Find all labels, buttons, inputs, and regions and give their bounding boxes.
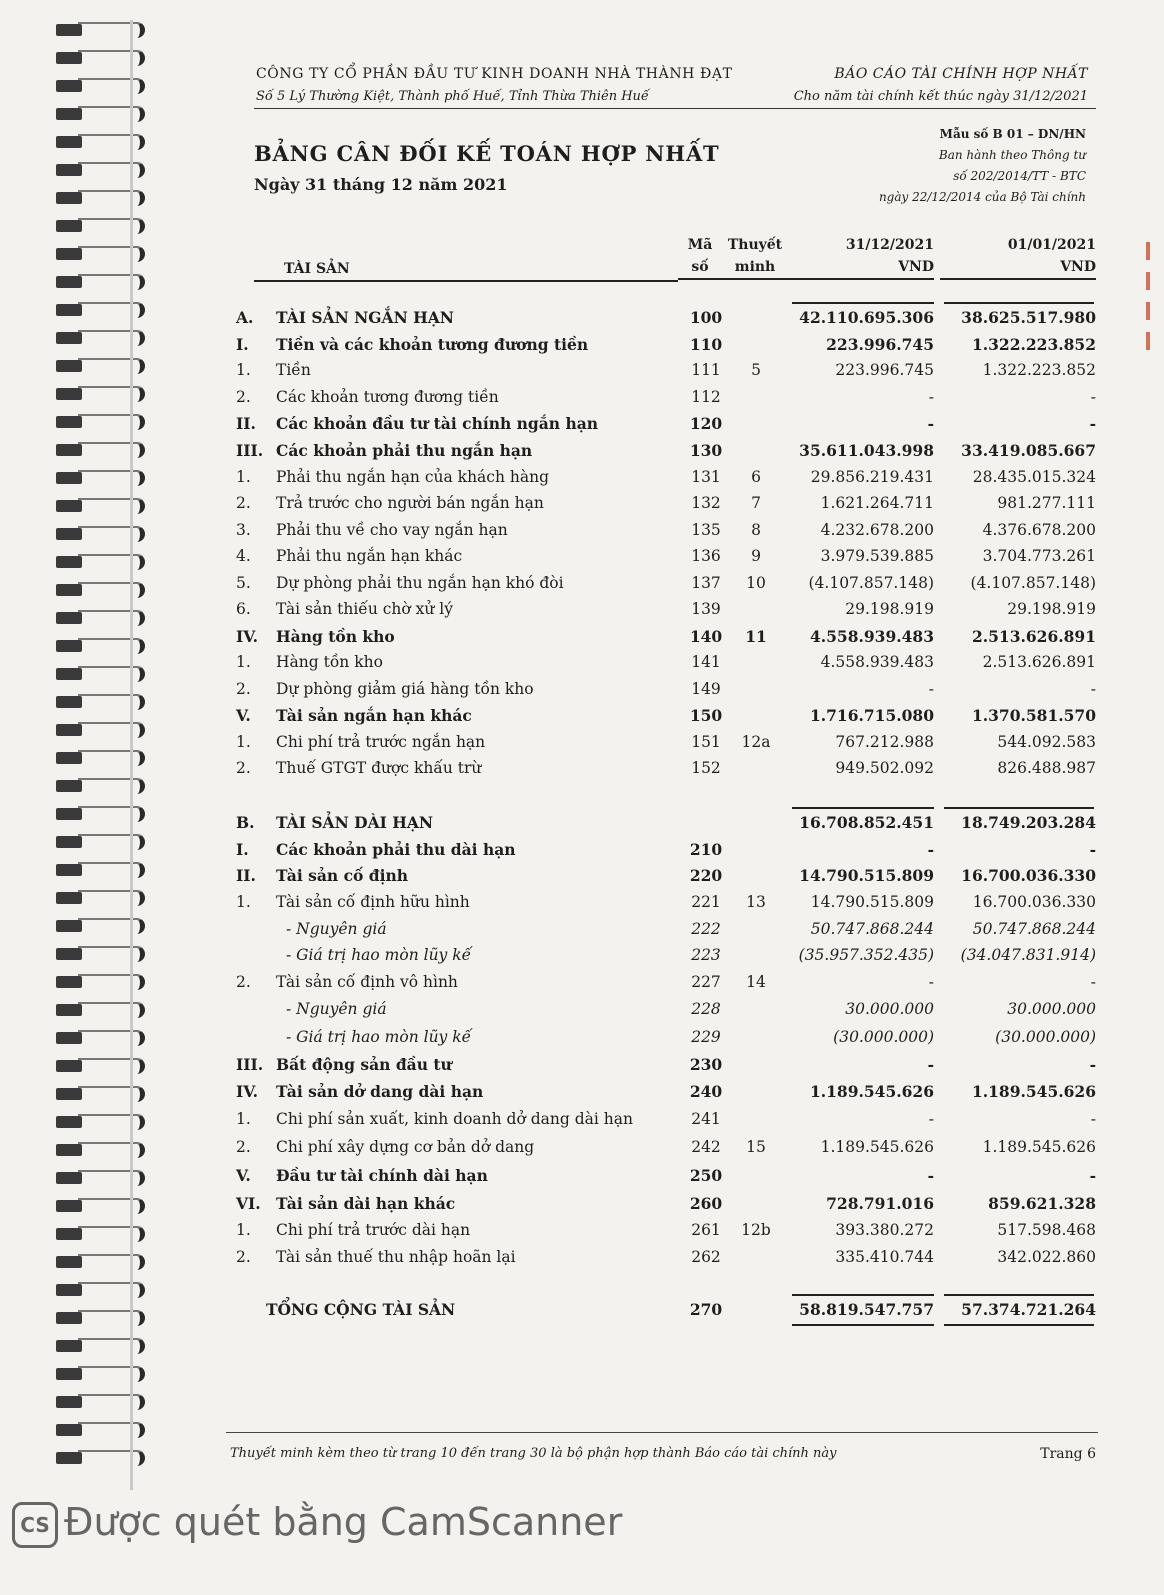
column-header-date-1: 31/12/2021 [845,237,934,253]
value-2021-12-31: - [927,840,934,859]
row-code: 139 [691,600,721,618]
row-number: 4. [236,547,251,565]
row-code: 222 [691,920,721,938]
row-note: 13 [746,893,766,911]
value-2021-12-31: 4.232.678.200 [820,521,934,539]
value-2021-01-01: - [1090,388,1096,406]
table-row [0,1221,1164,1245]
table-row [0,866,1164,890]
value-2021-01-01: 1.322.223.852 [971,335,1096,354]
row-label: Tài sản ngắn hạn khác [276,706,472,725]
row-label: Tài sản dở dang dài hạn [276,1082,484,1101]
row-label: Các khoản tương đương tiền [276,388,499,406]
value-2021-12-31: 728.791.016 [826,1194,934,1213]
value-2021-12-31: 58.819.547.757 [799,1300,934,1319]
form-line-3: ngày 22/12/2014 của Bộ Tài chính [878,190,1086,204]
row-code: 250 [689,1166,723,1185]
column-header-unit-1: VND [898,259,934,275]
row-note: 7 [751,494,761,512]
row-label: Tài sản thiếu chờ xử lý [276,600,454,618]
row-label: Hàng tồn kho [276,653,383,671]
row-number: 1. [236,1221,251,1239]
page-title: BẢNG CÂN ĐỐI KẾ TOÁN HỢP NHẤT [254,141,720,166]
column-header-unit-2: VND [1060,259,1096,275]
value-2021-12-31: 42.110.695.306 [799,308,934,327]
row-code: 152 [691,759,721,777]
row-label: Tài sản cố định vô hình [276,973,458,991]
row-code: 262 [691,1248,721,1266]
row-label: Các khoản phải thu ngắn hạn [276,441,533,460]
company-name: CÔNG TY CỔ PHẦN ĐẦU TƯ KINH DOANH NHÀ THÀNH ĐẠT [256,66,733,82]
table-row [0,335,1164,359]
row-label: - Nguyên giá [286,920,387,938]
value-2021-12-31: 30.000.000 [845,1000,934,1018]
table-row [0,627,1164,651]
form-line-1: Ban hành theo Thông tư [938,148,1086,162]
row-label: Chi phí xây dựng cơ bản dở dang [276,1138,535,1156]
binding-ring [48,1392,148,1412]
row-code: 137 [691,574,721,592]
value-2021-01-01: 1.189.545.626 [971,1082,1096,1101]
value-2021-01-01: 1.189.545.626 [982,1138,1096,1156]
column-header-asset-text: TÀI SẢN [284,261,350,277]
row-number: 1. [236,893,251,911]
row-label: Tài sản dài hạn khác [276,1194,456,1213]
row-label: Tiền và các khoản tương đương tiền [276,335,589,354]
row-label: Thuế GTGT được khấu trừ [276,759,482,777]
value-2021-01-01: 1.370.581.570 [971,706,1096,725]
camscanner-watermark [12,1500,622,1548]
table-row [0,547,1164,571]
row-number: 2. [236,388,251,406]
row-number: 6. [236,600,251,618]
value-2021-01-01: 981.277.111 [997,494,1096,512]
row-number: V. [236,1166,251,1185]
binding-ring [48,1448,148,1468]
row-code: 151 [691,733,721,751]
column-header-code-line-2: số [691,259,709,275]
row-note: 12a [741,733,771,751]
row-number: VI. [236,1194,261,1213]
table-row [0,468,1164,492]
subtotal-rule [944,1294,1094,1296]
value-2021-12-31: 1.189.545.626 [809,1082,934,1101]
column-header-asset [254,258,678,282]
form-code: Mẫu số B 01 – DN/HN [939,127,1086,141]
row-label: - Giá trị hao mòn lũy kế [286,1028,472,1046]
binding-ring [48,104,148,124]
binding-ring [48,244,148,264]
row-code: 227 [691,973,721,991]
value-2021-12-31: 223.996.745 [835,361,934,379]
row-code: 120 [689,414,723,433]
value-2021-01-01: 1.322.223.852 [982,361,1096,379]
table-row [0,759,1164,783]
value-2021-01-01: (30.000.000) [995,1028,1096,1046]
binding-ring [48,1336,148,1356]
row-label: Tiền [276,361,311,379]
binding-ring [48,1280,148,1300]
value-2021-12-31: - [928,973,934,991]
value-2021-01-01: - [1089,840,1096,859]
row-code: 229 [691,1028,721,1046]
value-2021-12-31: - [927,1166,934,1185]
value-2021-12-31: 14.790.515.809 [810,893,934,911]
row-label: TÀI SẢN NGẮN HẠN [276,308,454,327]
value-2021-12-31: 393.380.272 [835,1221,934,1239]
row-label: Phải thu ngắn hạn khác [276,547,463,565]
form-line-2: số 202/2014/TT - BTC [953,169,1086,183]
row-label: Tài sản thuế thu nhập hoãn lại [276,1248,516,1266]
row-number: 2. [236,759,251,777]
report-period: Cho năm tài chính kết thúc ngày 31/12/2021 [793,89,1088,104]
table-row [0,414,1164,438]
value-2021-12-31: 29.198.919 [845,600,934,618]
value-2021-01-01: 50.747.868.244 [972,920,1096,938]
row-number: 1. [236,733,251,751]
value-2021-01-01: - [1090,973,1096,991]
row-number: I. [236,335,249,354]
row-label: Đầu tư tài chính dài hạn [276,1166,488,1185]
value-2021-01-01: 2.513.626.891 [982,653,1096,671]
value-2021-12-31: 4.558.939.483 [820,653,934,671]
row-label: - Nguyên giá [286,1000,387,1018]
row-code: 260 [689,1194,723,1213]
row-number: 2. [236,1138,251,1156]
camscanner-logo-icon: CS [12,1502,58,1548]
value-2021-01-01: 4.376.678.200 [982,521,1096,539]
table-row [0,706,1164,730]
subtotal-rule [944,807,1094,809]
binding-ring [48,1420,148,1440]
row-code: 150 [689,706,723,725]
table-row [0,1166,1164,1190]
row-code: 130 [689,441,723,460]
table-row [0,653,1164,677]
value-2021-01-01: 30.000.000 [1007,1000,1096,1018]
table-row [0,813,1164,837]
row-number: 1. [236,1110,251,1128]
report-date: Ngày 31 tháng 12 năm 2021 [254,175,508,194]
row-code: 220 [689,866,723,885]
row-code: 100 [689,308,723,327]
row-code: 261 [691,1221,721,1239]
value-2021-12-31: - [927,1055,934,1074]
header-divider [254,108,1096,109]
row-number: IV. [236,1082,258,1101]
value-2021-01-01: 342.022.860 [997,1248,1096,1266]
table-row [0,1248,1164,1272]
value-2021-01-01: 57.374.721.264 [961,1300,1096,1319]
binding-ring [48,1364,148,1384]
row-label: Các khoản đầu tư tài chính ngắn hạn [276,414,599,433]
table-row [0,600,1164,624]
row-number: 2. [236,680,251,698]
value-2021-12-31: 1.621.264.711 [820,494,934,512]
column-header-note [722,234,788,280]
value-2021-01-01: - [1090,1110,1096,1128]
report-name: BÁO CÁO TÀI CHÍNH HỢP NHẤT [834,66,1088,82]
subtotal-rule [944,302,1094,304]
row-code: 210 [689,840,723,859]
table-row [0,521,1164,545]
column-header-code-line-1: Mã [687,237,713,253]
value-2021-01-01: (34.047.831.914) [960,946,1096,964]
value-2021-01-01: - [1089,1055,1096,1074]
row-number: II. [236,414,256,433]
subtotal-rule [792,1324,934,1326]
value-2021-12-31: - [928,1110,934,1128]
table-row [0,1055,1164,1079]
row-code: 135 [691,521,721,539]
row-number: 1. [236,468,251,486]
row-number: IV. [236,627,258,646]
value-2021-12-31: 949.502.092 [835,759,934,777]
row-note: 9 [751,547,761,565]
row-note: 11 [745,627,767,646]
row-number: 2. [236,973,251,991]
row-label: Tài sản cố định [276,866,409,885]
row-number: II. [236,866,256,885]
row-number: 2. [236,494,251,512]
row-label: Phải thu về cho vay ngắn hạn [276,521,508,539]
row-label: Chi phí trả trước dài hạn [276,1221,471,1239]
subtotal-rule [792,302,934,304]
value-2021-01-01: (4.107.857.148) [970,574,1096,592]
row-note: 15 [746,1138,766,1156]
value-2021-12-31: - [927,414,934,433]
subtotal-rule [944,1324,1094,1326]
table-row [0,361,1164,385]
table-row [0,920,1164,944]
row-number: 3. [236,521,251,539]
value-2021-12-31: 767.212.988 [835,733,934,751]
row-code: 112 [691,388,721,406]
row-label: Dự phòng giảm giá hàng tồn kho [276,680,534,698]
row-number: 1. [236,361,251,379]
row-code: 111 [691,361,721,379]
column-header-2021-01-01 [940,234,1096,280]
value-2021-01-01: - [1089,414,1096,433]
row-number: III. [236,441,264,460]
value-2021-01-01: 544.092.583 [997,733,1096,751]
column-header-note-line-2: minh [734,259,776,275]
value-2021-12-31: 1.716.715.080 [809,706,934,725]
watermark-text: Được quét bằng CamScanner [64,1500,623,1544]
row-code: 141 [691,653,721,671]
row-number: 2. [236,1248,251,1266]
value-2021-01-01: 28.435.015.324 [972,468,1096,486]
value-2021-01-01: - [1090,680,1096,698]
table-row [0,574,1164,598]
table-row [0,1194,1164,1218]
row-number: B. [236,813,255,832]
row-note: 5 [751,361,761,379]
table-row [0,1000,1164,1024]
row-code: 223 [691,946,721,964]
binding-ring [48,48,148,68]
value-2021-01-01: 16.700.036.330 [961,866,1096,885]
column-header-code [678,234,722,280]
value-2021-12-31: (35.957.352.435) [798,946,934,964]
row-label: TÀI SẢN DÀI HẠN [276,813,434,832]
row-code: 242 [691,1138,721,1156]
value-2021-01-01: 517.598.468 [997,1221,1096,1239]
row-label: Bất động sản đầu tư [276,1055,452,1074]
value-2021-01-01: 33.419.085.667 [961,441,1096,460]
binding-ring [48,160,148,180]
value-2021-01-01: 38.625.517.980 [961,308,1096,327]
value-2021-12-31: (30.000.000) [833,1028,934,1046]
table-row [0,1028,1164,1052]
value-2021-12-31: - [928,680,934,698]
row-code: 230 [689,1055,723,1074]
row-code: 131 [691,468,721,486]
form-reference [879,124,1086,208]
table-row [0,840,1164,864]
value-2021-12-31: 3.979.539.885 [820,547,934,565]
row-label: Phải thu ngắn hạn của khách hàng [276,468,550,486]
table-row [0,733,1164,757]
value-2021-01-01: 859.621.328 [988,1194,1096,1213]
value-2021-12-31: 50.747.868.244 [810,920,934,938]
row-note: 12b [741,1221,771,1239]
table-row [0,1110,1164,1134]
row-code: 240 [689,1082,723,1101]
row-label: Dự phòng phải thu ngắn hạn khó đòi [276,574,564,592]
binding-ring [48,188,148,208]
value-2021-12-31: 1.189.545.626 [820,1138,934,1156]
value-2021-01-01: - [1089,1166,1096,1185]
row-number: III. [236,1055,264,1074]
value-2021-01-01: 3.704.773.261 [982,547,1096,565]
page-number: Trang 6 [1040,1446,1096,1462]
row-number: 5. [236,574,251,592]
table-row [0,946,1164,970]
row-code: 110 [689,335,723,354]
row-code: 136 [691,547,721,565]
value-2021-01-01: 18.749.203.284 [961,813,1096,832]
row-label: Các khoản phải thu dài hạn [276,840,516,859]
value-2021-01-01: 826.488.987 [997,759,1096,777]
value-2021-01-01: 29.198.919 [1007,600,1096,618]
value-2021-12-31: 4.558.939.483 [809,627,934,646]
value-2021-12-31: - [928,388,934,406]
subtotal-rule [792,1294,934,1296]
binding-ring [48,272,148,292]
row-code: 149 [691,680,721,698]
table-row [0,893,1164,917]
table-row [0,308,1164,332]
value-2021-12-31: 14.790.515.809 [799,866,934,885]
subtotal-rule [792,807,934,809]
row-number: I. [236,840,249,859]
value-2021-01-01: 2.513.626.891 [971,627,1096,646]
value-2021-01-01: 16.700.036.330 [972,893,1096,911]
row-label: Tài sản cố định hữu hình [276,893,470,911]
row-note: 6 [751,468,761,486]
table-row [0,1300,1164,1324]
value-2021-12-31: 16.708.852.451 [799,813,934,832]
table-row [0,1082,1164,1106]
row-note: 14 [746,973,766,991]
row-note: 8 [751,521,761,539]
row-label: Hàng tồn kho [276,627,395,646]
row-number: A. [236,308,254,327]
table-row [0,1138,1164,1162]
company-address: Số 5 Lý Thường Kiệt, Thành phố Huế, Tỉnh Thừa Thiên Huế [256,89,649,104]
row-label: Chi phí trả trước ngắn hạn [276,733,486,751]
table-row [0,680,1164,704]
row-number: V. [236,706,251,725]
binding-ring [48,76,148,96]
binding-ring [48,132,148,152]
row-code: 132 [691,494,721,512]
row-code: 241 [691,1110,721,1128]
row-label: - Giá trị hao mòn lũy kế [286,946,472,964]
binding-ring [48,216,148,236]
value-2021-12-31: 223.996.745 [826,335,934,354]
footer-note: Thuyết minh kèm theo từ trang 10 đến trang 30 là bộ phận hợp thành Báo cáo tài chính này [230,1446,837,1461]
row-code: 221 [691,893,721,911]
row-note: 10 [746,574,766,592]
table-row [0,441,1164,465]
column-header-note-line-1: Thuyết [727,237,783,253]
column-header-2021-12-31 [788,234,934,280]
value-2021-12-31: (4.107.857.148) [808,574,934,592]
row-label: Trả trước cho người bán ngắn hạn [276,494,544,512]
binding-ring [48,20,148,40]
row-code: 270 [689,1300,723,1319]
table-row [0,494,1164,518]
footer-divider [226,1432,1098,1433]
value-2021-12-31: 335.410.744 [835,1248,934,1266]
row-code: 228 [691,1000,721,1018]
row-code: 140 [689,627,723,646]
column-header-date-2: 01/01/2021 [1007,237,1096,253]
table-row [0,973,1164,997]
value-2021-12-31: 35.611.043.998 [799,441,934,460]
row-number: 1. [236,653,251,671]
value-2021-12-31: 29.856.219.431 [810,468,934,486]
row-label: TỔNG CỘNG TÀI SẢN [266,1300,456,1319]
row-label: Chi phí sản xuất, kinh doanh dở dang dài hạn [276,1110,633,1128]
table-row [0,388,1164,412]
